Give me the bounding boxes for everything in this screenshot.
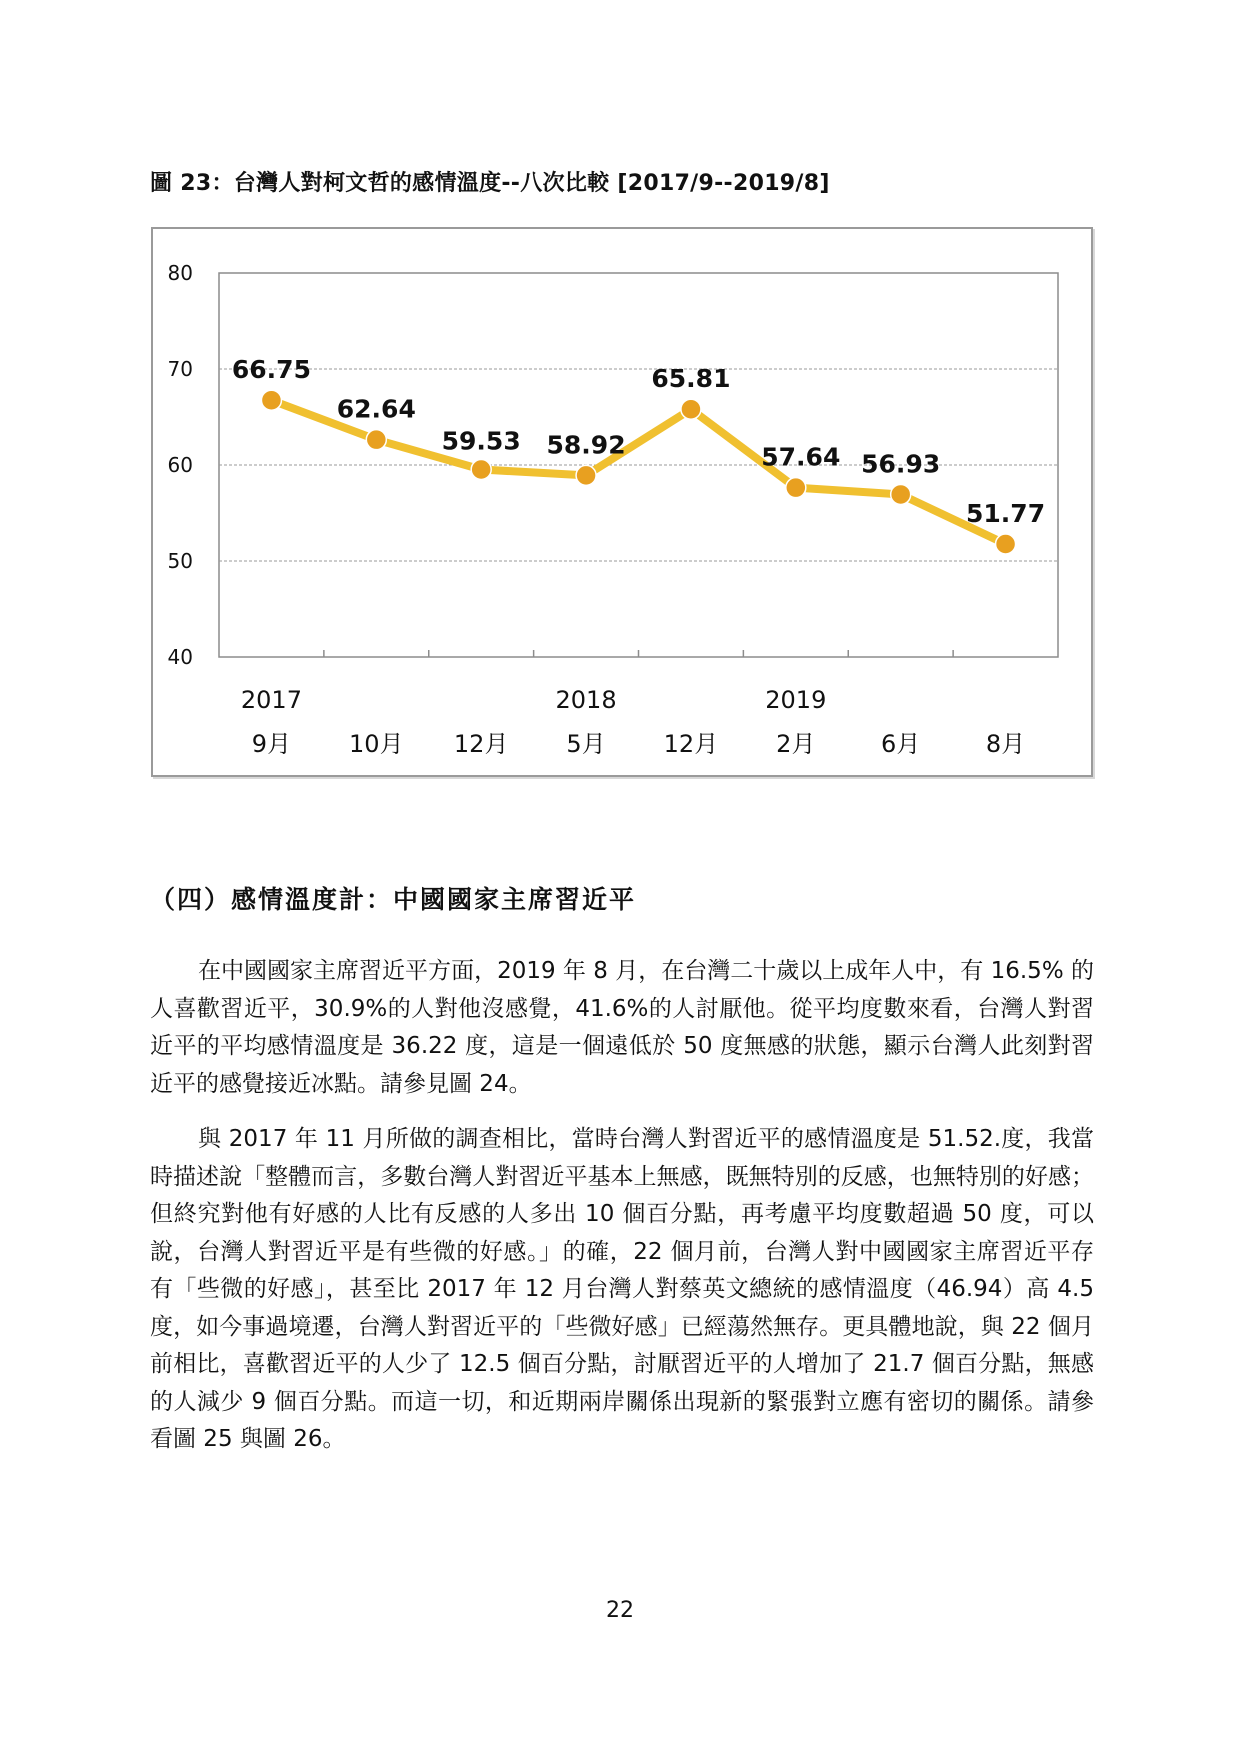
data-label-4: 58.92 (546, 430, 626, 460)
y-tick-label-80: 80 (167, 261, 193, 285)
x-year-label-2018: 2018 (555, 686, 617, 714)
data-label-2: 62.64 (336, 394, 416, 424)
line-chart (151, 227, 1093, 777)
x-tick-label-2: 10月 (349, 730, 404, 758)
x-tick-label-4: 5月 (566, 730, 606, 758)
chart-svg (153, 229, 1091, 775)
y-tick-label-70: 70 (167, 357, 193, 381)
data-point-7 (891, 484, 911, 504)
data-point-3 (471, 460, 491, 480)
x-tick-label-7: 6月 (881, 730, 921, 758)
x-tick-label-3: 12月 (453, 730, 509, 758)
section-heading: （四）感情溫度計：中國國家主席習近平 (150, 885, 637, 914)
y-tick-label-60: 60 (167, 453, 193, 477)
x-tick-label-8: 8月 (985, 730, 1026, 758)
x-tick-label-6: 2月 (776, 730, 816, 758)
data-point-5 (681, 399, 701, 419)
data-label-5: 65.81 (651, 364, 731, 394)
data-label-1: 66.75 (231, 355, 311, 385)
data-point-1 (261, 390, 281, 410)
data-label-7: 56.93 (861, 449, 941, 479)
paragraph-2: 與 2017 年 11 月所做的調查相比，當時台灣人對習近平的感情溫度是 51.52.度，我當時描述說「整體而言，多數台灣人對習近平基本上無感，既無特別的反感，也無特別的好感；但終究對他有好感的人比有反感的人多出 10 個百分點，再考慮平均度數超過 50 度，可以說，台灣人對習近平是有些微的好感。」的確，22 個月前，台灣人對中國國家主席習近平存有「些微的好感」，甚至比 2017 年 12 月台灣人對蔡英文總統的感情溫度（46.94）高 4.5 度，如今事過境遷，台灣人對習近平的「些微好感」已經蕩然無存。更具體地說，與 22 個月前相比，喜歡習近平的人少了 12.5 個百分點，討厭習近平的人增加了 21.7 個百分點，無感的人減少 9 個百分點。而這一切，和近期兩岸關係出現新的緊張對立應有密切的關係。請參看圖 25 與圖 26。 (150, 1126, 1094, 1452)
x-tick-label-5: 12月 (663, 730, 719, 758)
x-year-label-2019: 2019 (765, 686, 827, 714)
paragraph-1: 在中國國家主席習近平方面，2019 年 8 月，在台灣二十歲以上成年人中，有 16.5% 的人喜歡習近平，30.9%的人對他沒感覺，41.6%的人討厭他。從平均度數來看，台灣人對習近平的平均感情溫度是 36.22 度，這是一個遠低於 50 度無感的狀態，顯示台灣人此刻對習近平的感覺接近冰點。請參見圖 24。 (150, 958, 1094, 1097)
data-label-8: 51.77 (966, 499, 1046, 529)
data-label-3: 59.53 (441, 426, 521, 456)
page-number: 22 (606, 1598, 634, 1623)
data-label-6: 57.64 (761, 442, 841, 472)
y-tick-label-50: 50 (167, 549, 193, 573)
data-point-4 (576, 465, 596, 485)
y-tick-label-40: 40 (167, 645, 193, 669)
x-tick-label-1: 9月 (251, 730, 292, 758)
figure-caption: 圖 23：台灣人對柯文哲的感情溫度--八次比較 [2017/9--2019/8] (150, 171, 830, 196)
data-point-6 (786, 478, 806, 498)
data-point-8 (996, 534, 1016, 554)
x-year-label-2017: 2017 (240, 686, 302, 714)
data-point-2 (366, 430, 386, 450)
